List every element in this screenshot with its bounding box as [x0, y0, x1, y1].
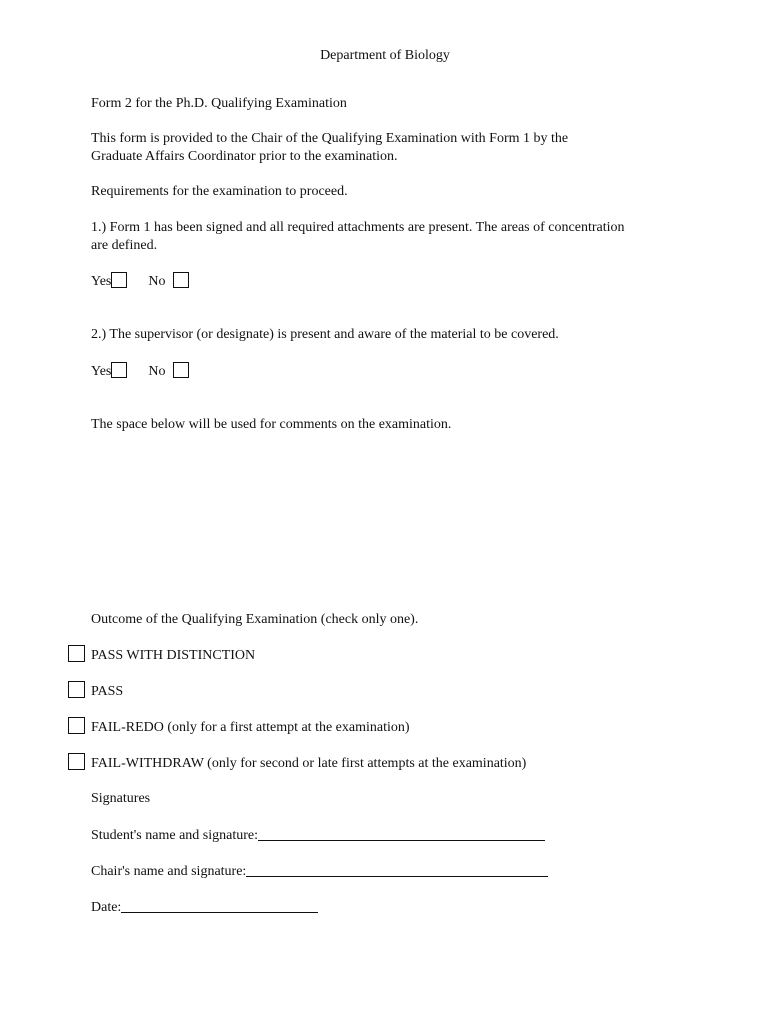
outcome-pass-with-distinction-label: PASS WITH DISTINCTION: [91, 648, 256, 663]
no-label: No: [148, 274, 166, 289]
requirement-1-line-2: are defined.: [91, 238, 158, 253]
chair-signature-row: [91, 862, 548, 880]
req1-yes-checkbox[interactable]: [111, 272, 127, 288]
yes-label: Yes: [91, 364, 112, 379]
date-label: Date:: [91, 900, 122, 915]
requirement-1-line-1: 1.) Form 1 has been signed and all required attachments are present. The areas of concentration: [91, 220, 625, 235]
comments-area[interactable]: [91, 440, 671, 600]
req1-no-checkbox[interactable]: [173, 272, 189, 288]
student-signature-line[interactable]: [258, 826, 545, 841]
date-row: [91, 898, 318, 916]
intro-text-line-1: This form is provided to the Chair of the Qualifying Examination with Form 1 by the: [91, 131, 569, 146]
req2-no-checkbox[interactable]: [173, 362, 189, 378]
outcome-pass-checkbox[interactable]: [68, 681, 85, 698]
requirement-1-answer: [91, 272, 189, 290]
outcome-fail-withdraw-checkbox[interactable]: [68, 753, 85, 770]
form-title: Form 2 for the Ph.D. Qualifying Examination: [91, 96, 347, 111]
date-line[interactable]: [121, 898, 318, 913]
req2-yes-checkbox[interactable]: [111, 362, 127, 378]
yes-label: Yes: [91, 274, 112, 289]
requirement-2-answer: [91, 362, 189, 380]
outcome-pass-label: PASS: [91, 684, 124, 699]
outcome-fail-redo-checkbox[interactable]: [68, 717, 85, 734]
outcome-fail-redo-label: FAIL-REDO (only for a first attempt at the examination): [91, 720, 410, 735]
department-heading: Department of Biology: [320, 48, 450, 63]
student-signature-row: [91, 826, 545, 844]
chair-signature-label: Chair's name and signature:: [91, 864, 247, 879]
intro-text-line-2: Graduate Affairs Coordinator prior to the examination.: [91, 149, 398, 164]
signatures-heading: Signatures: [91, 791, 151, 806]
requirements-heading: Requirements for the examination to proceed.: [91, 184, 348, 199]
no-label: No: [148, 364, 166, 379]
requirement-2: 2.) The supervisor (or designate) is present and aware of the material to be covered.: [91, 327, 559, 342]
chair-signature-line[interactable]: [246, 862, 548, 877]
outcome-pass-with-distinction-checkbox[interactable]: [68, 645, 85, 662]
student-signature-label: Student's name and signature:: [91, 828, 258, 843]
outcome-fail-withdraw-label: FAIL-WITHDRAW (only for second or late first attempts at the examination): [91, 756, 527, 771]
outcome-heading: Outcome of the Qualifying Examination (check only one).: [91, 612, 419, 627]
comments-note: The space below will be used for comments on the examination.: [91, 417, 452, 432]
